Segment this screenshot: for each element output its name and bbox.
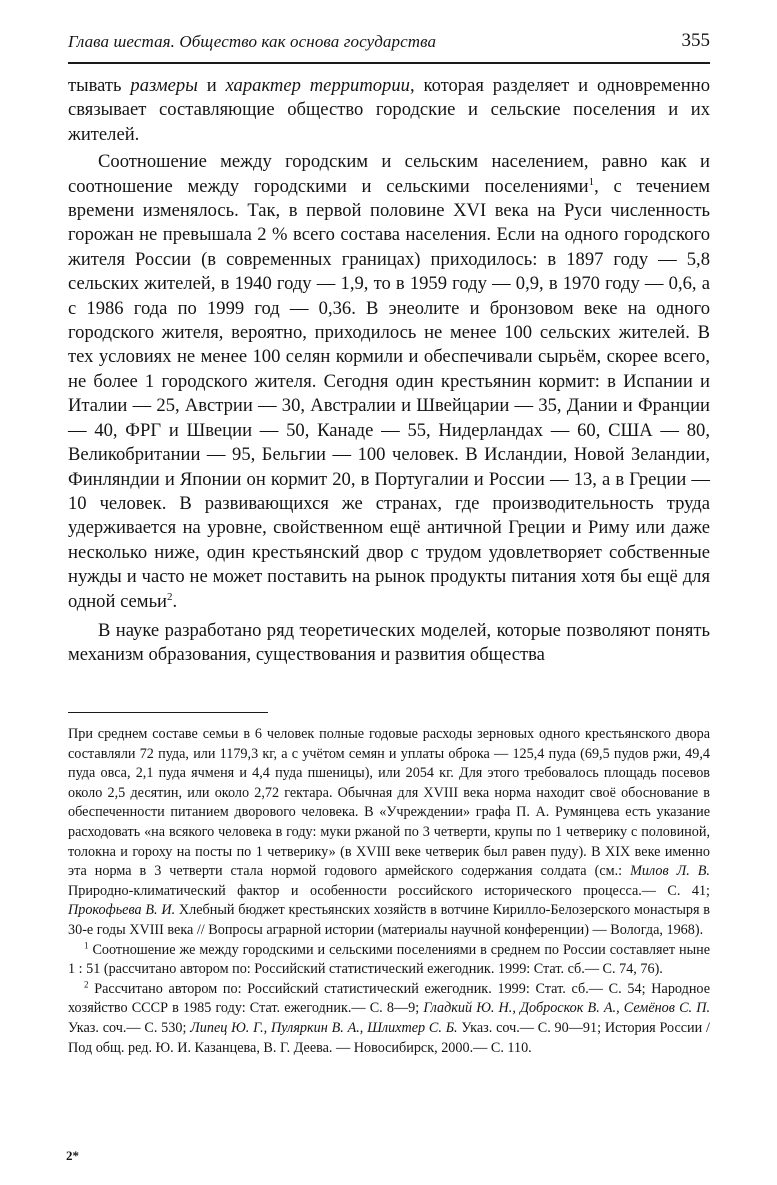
footnote-mark-1: 1 [84, 939, 89, 950]
text-run: Соотношение же между городскими и сельскими поселениями в среднем по России составляет ныне 1 : 51 (рассчитано автором по: Российский статистический ежегодник. 1999: Стат. сб.— С. 74, 76). [68, 941, 710, 978]
author-names: Гладкий Ю. Н., Доброскок В. А., Семёнов С. П. [423, 1000, 711, 1017]
main-text [68, 74, 710, 668]
paragraph-theoretical-models: В науке разработано ряд теоретических моделей, которые позволяют понять механизм образования, существования и развития общества [68, 619, 710, 666]
text-run: тывать [68, 75, 131, 96]
text-run: Соотношение между городским и сельским населением, равно как и соотношение между городскими и сельскими поселениями [68, 151, 710, 197]
paragraph-population-ratio [68, 150, 710, 614]
text-run: Указ. соч.— С. 90—91; История России / Под общ. ред. Ю. И. Казанцева, В. Г. Деева. — Новосибирск, 2000.— С. 110. [68, 1019, 710, 1056]
text-run: Природно-климатический фактор и особенности российского исторического процесса.— С. 41; [68, 882, 710, 899]
author-names: Липец Ю. Г., Пуляркин В. А., Шлихтер С. Б. [190, 1019, 458, 1036]
running-title: Глава шестая. Общество как основа государства [68, 32, 437, 51]
page-number: 355 [681, 30, 710, 51]
emphasis-sizes: размеры [130, 75, 198, 96]
paragraph-continued [68, 74, 710, 147]
author-name: Прокофьева В. И. [68, 902, 176, 919]
text-run: , которая разделяет и одновременно связывает составляющие общество городские и сельские поселения и их жителей. [68, 75, 710, 145]
footnote-ref-1[interactable]: 1 [588, 175, 595, 188]
footnote-2 [68, 980, 710, 1058]
author-name: Милов Л. В. [630, 863, 710, 880]
sheet-signature: 2* [66, 1148, 79, 1163]
footnote-separator [68, 712, 268, 713]
footnote-1 [68, 941, 710, 980]
footnote-mark-2: 2 [84, 978, 89, 989]
text-run: При среднем составе семьи в 6 человек полные годовые расходы зерновых одного крестьянского двора составляли 72 пуда, или 1179,3 кг, а с учётом семян и уплаты оброка — 125,4 пуда (69,5 пудов ржи, 49,4 пуда овса, 2,1 пуда ячменя и 4,4 пуда пшеницы), или 2054 кг. Для этого требовалось площадь посевов около 2,5 десятин, или около 2,72 гектара. Обычная для XVIII века норма находит своё обоснование в обеспеченности питанием дворового человека. В «Учреждении» графа П. А. Румянцева есть указание расходовать «на всякого человека в году: муки ржаной по 3 четверти, крупы по 1 четверику с половиной, толокна и гороху на посты по 1 четверику» (в XVIII веке четверик был равен пуду). В XIX веке именно эта норма в 3 четверти стала нормой годового армейского содержания солдата (см.: [68, 726, 710, 880]
footnotes [68, 725, 710, 1058]
text-run: , с течением времени изменялось. Так, в первой половине XVI века на Руси численность горожан не превышала 2 % всего состава населения. Если на одного городского жителя России (в современных границах) приходилось: в 1897 году — 5,8 сельских жителей, в 1940 году — 1,9, то в 1959 году — 0,9, в 1970 году — 0,6, а с 1986 года по 1999 год — 0,36. В энеолите и бронзовом веке на одного городского жителя, вероятно, приходилось не менее 100 сельских жителей. В тех условиях не менее 100 селян кормили и обеспечивали сырьём, скорее всего, не более 1 городского жителя. Сегодня один крестьянин кормит: в Испании и Италии — 25, Австрии — 30, Австралии и Швейцарии — 35, Дании и Франции — 40, ФРГ и Швеции — 50, Канаде — 55, Нидерландах — 60, США — 80, Великобритании — 95, Бельгии — 100 человек. В Исландии, Новой Зеландии, Финляндии и Японии он кормит 20, в Португалии и России — 13, а в Греции — 10 человек. В развивающихся же странах, где производительность труда удерживается на уровне, свойственном ещё античной Греции и Риму или даже несколько ниже, один крестьянский двор с трудом удовлетворяет собственные нужды и часто не может поставить на рынок продукты питания хотя бы ещё для одной семьи [68, 175, 710, 612]
text-run: Рассчитано автором по: Российский статистический ежегодник. 1999: Стат. сб.— С. 54; Народное хозяйство СССР в 1985 году: Стат. ежегодник.— С. 8—9; [68, 980, 710, 1017]
emphasis-territory: характер территории [225, 75, 410, 96]
text-run: . [172, 590, 178, 612]
text-run: и [197, 75, 226, 96]
footnote-continued [68, 725, 710, 941]
footnote-ref-2[interactable]: 2 [167, 590, 173, 603]
running-header [68, 28, 710, 64]
text-run: Указ. соч.— С. 530; [68, 1019, 191, 1036]
text-run: Хлебный бюджет крестьянских хозяйств в вотчине Кирилло-Белозерского монастыря в 30-е годы XVIII века // Вопросы аграрной истории (материалы научной конференции) — Вологда, 1968). [68, 902, 710, 938]
